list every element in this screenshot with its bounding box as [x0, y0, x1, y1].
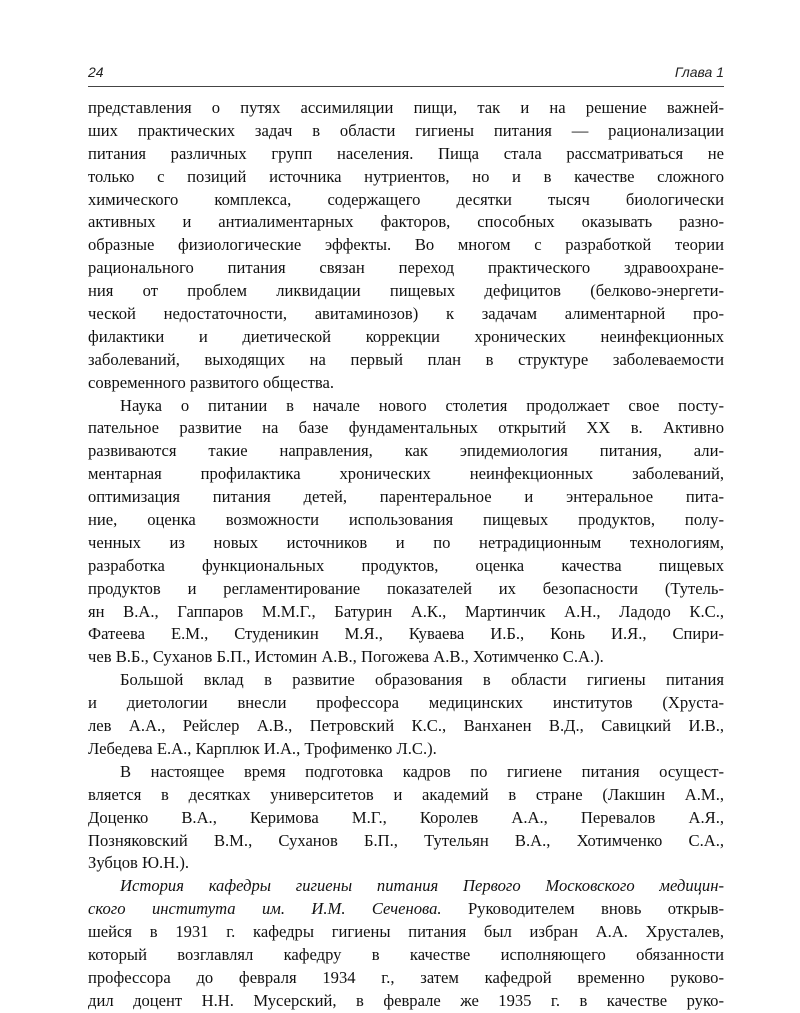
- text-line: [88, 898, 724, 921]
- text-line: ших практических задач в области гигиены питания — рационализации: [88, 120, 724, 140]
- text-line: активных и антиалиментарных факторов, способных оказывать разно-: [88, 212, 724, 232]
- text-line: развиваются такие направления, как эпидемиология питания, али-: [88, 441, 724, 461]
- text-line: современного развитого общества.: [88, 372, 335, 392]
- text-line: Доценко В.А., Керимова М.Г., Королев А.А., Перевалов А.Я.,: [88, 807, 724, 827]
- text-line: Большой вклад в развитие образования в области гигиены питания: [120, 670, 724, 690]
- text-line: филактики и диетической коррекции хронических неинфекционных: [88, 326, 724, 346]
- paragraph-2: [88, 395, 724, 670]
- paragraph-3: [88, 669, 724, 761]
- text-line: питания различных групп населения. Пища стала рассматриваться не: [88, 143, 724, 163]
- text-line: Зубцов Ю.Н.).: [88, 853, 190, 873]
- text-continuation: Руководителем вновь открыв-: [441, 899, 724, 919]
- page-number: 24: [88, 64, 104, 80]
- text-line: лев А.А., Рейслер А.В., Петровский К.С., Ванханен В.Д., Савицкий И.В.,: [88, 716, 724, 736]
- paragraph-1: [88, 97, 724, 395]
- text-line: ян В.А., Гаппаров М.М.Г., Батурин А.К., Мартинчик А.Н., Ладодо К.С.,: [88, 601, 724, 621]
- text-line: чев В.Б., Суханов Б.П., Истомин А.В., Погожева А.В., Хотимченко С.А.).: [88, 647, 604, 667]
- text-line: вляется в десятках университетов и академий в стране (Лакшин А.М.,: [88, 784, 724, 804]
- text-line: представления о путях ассимиляции пищи, так и на решение важней-: [88, 98, 724, 117]
- text-line: шейся в 1931 г. кафедры гигиены питания был избран А.А. Хрусталев,: [88, 922, 724, 942]
- text-line: образные физиологические эффекты. Во многом с разработкой теории: [88, 235, 724, 255]
- text-line: Наука о питании в начале нового столетия продолжает свое посту-: [120, 395, 724, 415]
- text-line: профессора до февраля 1934 г., затем кафедрой временно руково-: [88, 967, 724, 987]
- text-line: продуктов и регламентирование показателей их безопасности (Тутель-: [88, 578, 724, 598]
- text-line: В настоящее время подготовка кадров по гигиене питания осущест-: [120, 761, 724, 781]
- text-line: Лебедева Е.А., Карплюк И.А., Трофименко Л.С.).: [88, 738, 437, 758]
- paragraph-4: [88, 761, 724, 875]
- text-line: Фатеева Е.М., Студеникин М.Я., Куваева И.Б., Конь И.Я., Спири-: [88, 624, 724, 644]
- text-line: дил доцент Н.Н. Мусерский, в феврале же 1935 г. в качестве руко-: [88, 990, 724, 1010]
- paragraph-5: [88, 875, 724, 1012]
- text-line: который возглавлял кафедру в качестве исполняющего обязанности: [88, 944, 724, 964]
- text-line: ческой недостаточности, авитаминозов) к задачам алиментарной про-: [88, 304, 724, 324]
- text-line: ния от проблем ликвидации пищевых дефицитов (белково-энергети-: [88, 281, 724, 301]
- text-line: Позняковский В.М., Суханов Б.П., Тутельян В.А., Хотимченко С.А.,: [88, 830, 724, 850]
- text-line: пательное развитие на базе фундаментальных открытий XX в. Активно: [88, 418, 724, 438]
- body-text: [88, 97, 724, 1013]
- text-line: и диетологии внесли профессора медицинских институтов (Хруста-: [88, 693, 724, 713]
- section-heading-line: История кафедры гигиены питания Первого Московского медицин-: [120, 876, 724, 896]
- text-line: ние, оценка возможности использования пищевых продуктов, полу-: [88, 510, 724, 530]
- chapter-title: Глава 1: [674, 64, 724, 80]
- running-header: [88, 64, 724, 87]
- text-line: только с позиций источника нутриентов, но и в качестве сложного: [88, 166, 724, 186]
- book-page: [88, 0, 724, 1010]
- text-line: химического комплекса, содержащего десятки тысяч биологически: [88, 189, 724, 209]
- text-line: заболеваний, выходящих на первый план в структуре заболеваемости: [88, 349, 724, 369]
- text-line: рационального питания связан переход практического здравоохране-: [88, 258, 724, 278]
- text-line: разработка функциональных продуктов, оценка качества пищевых: [88, 555, 724, 575]
- text-line: ченных из новых источников и по нетрадиционным технологиям,: [88, 532, 724, 552]
- text-line: ментарная профилактика хронических неинфекционных заболеваний,: [88, 464, 724, 484]
- section-heading-end: ского института им. И.М. Сеченова.: [88, 899, 442, 919]
- text-line: оптимизация питания детей, парентеральное и энтеральное пита-: [88, 487, 724, 507]
